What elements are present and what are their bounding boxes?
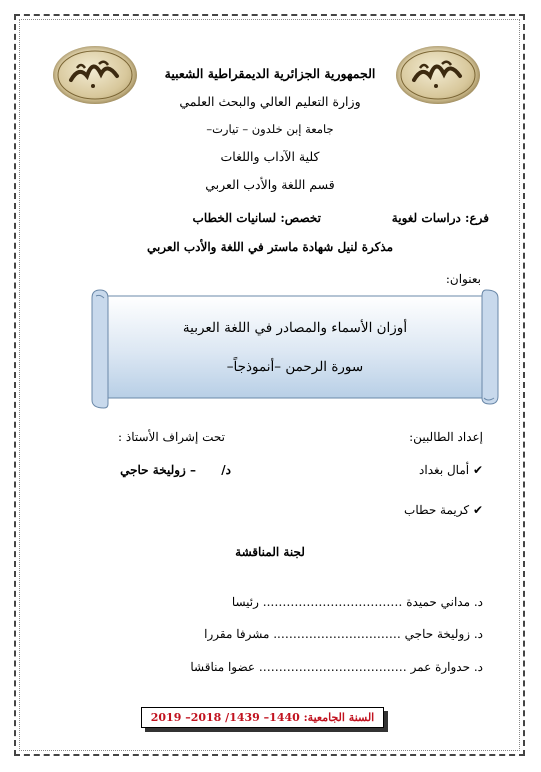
committee-row-2	[204, 627, 483, 641]
university-seal-right	[396, 46, 480, 104]
checkmark-icon: ✔	[472, 503, 483, 517]
branch-label: فرع: دراسات لغوية	[391, 211, 489, 225]
member-role: مشرفا مقررا	[204, 627, 270, 641]
supervisor-label: تحت إشراف الأستاذ :	[118, 430, 225, 444]
student-name: أمال بغداد	[419, 463, 470, 477]
title-scroll-box	[88, 286, 502, 410]
university-seal-left	[53, 46, 137, 104]
member-name: د. زوليخة حاجي	[404, 627, 483, 641]
member-role: رئيسا	[231, 595, 259, 609]
supervisor-prefix: د/	[221, 463, 231, 477]
title-label: بعنوان:	[445, 272, 481, 286]
student-name: كريمة حطاب	[404, 503, 470, 517]
university-name: جامعة إبن خلدون – تيارت–	[206, 122, 334, 136]
member-dots: ……………………………….	[258, 660, 407, 674]
faculty-name: كلية الآداب واللغات	[220, 149, 320, 164]
student-row-2	[404, 503, 483, 517]
member-role: عضوا مناقشا	[190, 660, 256, 674]
checkmark-icon: ✔	[472, 463, 483, 477]
member-name: د. مداني حميدة	[406, 595, 483, 609]
students-label: إعداد الطالبين:	[409, 430, 483, 444]
thesis-subtitle: سورة الرحمن –أنموذجاً–	[226, 359, 364, 375]
thesis-title: أوزان الأسماء والمصادر في اللغة العربية	[182, 320, 408, 336]
country-name: الجمهورية الجزائرية الديمقراطية الشعبية	[164, 66, 376, 81]
student-row-1	[419, 463, 483, 477]
memo-title: مذكرة لنيل شهادة ماستر في اللغة والأدب العربي	[146, 240, 394, 254]
member-dots: ……………………………..	[262, 595, 403, 609]
ministry-name: وزارة التعليم العالي والبحث العلمي	[179, 94, 361, 109]
academic-year: السنة الجامعية: 1440– 1439/ 2018– 2019	[150, 711, 375, 724]
member-name: د. حدوارة عمر	[410, 660, 483, 674]
member-dots: …………………………..	[273, 627, 401, 641]
academic-year-box	[141, 707, 384, 728]
department-name: قسم اللغة والأدب العربي	[205, 177, 335, 192]
committee-row-3	[190, 660, 483, 674]
committee-label: لجنة المناقشة	[235, 545, 305, 559]
committee-row-1	[232, 595, 483, 609]
specialization-label: تخصص: لسانيات الخطاب	[192, 211, 321, 225]
supervisor-name: – زوليخة حاجي	[120, 463, 196, 477]
